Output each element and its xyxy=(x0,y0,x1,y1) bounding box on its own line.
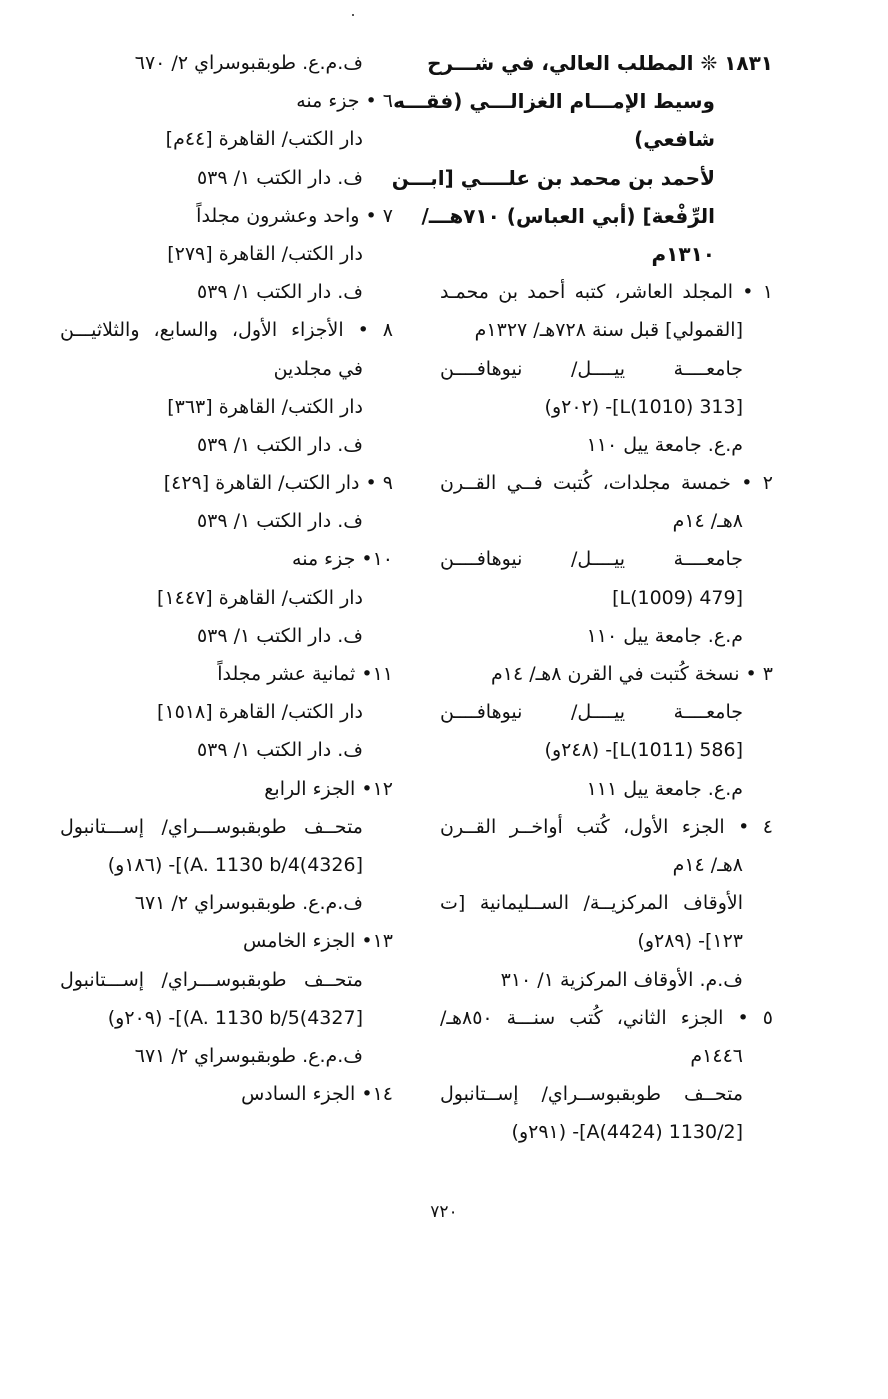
entry-author: الرِّفْعة] (أبي العباس) ٧١٠هـــ/ xyxy=(421,203,715,228)
copy-item: ٥ • الجزء الثاني، كُتب سنـــة ٨٥٠هـ/ xyxy=(440,1006,773,1029)
copy-item: ١ • المجلد العاشر، كتبه أحمد بن محمـد xyxy=(440,281,773,304)
copy-reference: ف.م.ع. طوبقبوسراي ٢/ ٦٧١ xyxy=(134,1044,363,1067)
copy-shelfmark: [1130/2 A(4424)]- (٢٩١و) xyxy=(511,1121,743,1144)
right-column xyxy=(391,44,773,1151)
copy-item: ٢ • خمسة مجلدات، كُتبت فــي القــرن xyxy=(440,472,773,495)
entry-author: لأحمد بن محمد بن علــــي [ابـــن xyxy=(391,165,715,190)
copy-item: ٦ • جزء منه xyxy=(296,90,393,113)
entry-title: وسيط الإمـــام الغزالـــي (فقـــه xyxy=(393,89,715,114)
copy-item: ٤ • الجزء الأول، كُتب أواخــر القــرن xyxy=(440,815,773,838)
page-number: ٧٢٠ xyxy=(430,1202,458,1222)
copy-reference: ف.م.ع. طوبقبوسراي ٢/ ٦٧٠ xyxy=(134,52,363,74)
copy-reference: م.ع. جامعة ييل ١١٠ xyxy=(586,624,743,647)
copy-reference: ف. دار الكتب ١/ ٥٣٩ xyxy=(196,166,363,189)
copy-reference: ف. دار الكتب ١/ ٥٣٩ xyxy=(196,281,363,304)
copy-item: ١٣• الجزء الخامس xyxy=(243,930,393,953)
copy-shelfmark: [313 L(1010)]- (٢٠٢و) xyxy=(544,395,743,418)
copy-reference: م.ع. جامعة ييل ١١٠ xyxy=(586,433,743,456)
copy-reference: ف. دار الكتب ١/ ٥٣٩ xyxy=(196,739,363,762)
copy-location: متحــف طوبقبوســراي/ إســتانبول xyxy=(440,1083,743,1106)
copy-location: دار الكتب/ القاهرة [١٤٤٧] xyxy=(157,586,363,609)
copy-reference: ف. دار الكتب ١/ ٥٣٩ xyxy=(196,433,363,456)
copy-location: دار الكتب/ القاهرة [٤٤م] xyxy=(165,128,363,151)
copy-item: ٩ • دار الكتب/ القاهرة [٤٢٩] xyxy=(163,472,393,495)
entry-author: ١٣١٠م xyxy=(651,241,715,266)
copy-line: ٨هـ/ ١٤م xyxy=(672,510,743,533)
copy-reference: ف.م. الأوقاف المركزية ١/ ٣١٠ xyxy=(500,968,743,991)
copy-location: متحــف طوبقبوســـراي/ إســـتانبول xyxy=(60,815,363,838)
copy-item: ١٤• الجزء السادس xyxy=(241,1083,393,1106)
copy-shelfmark: [586 L(1011)]- (٢٤٨و) xyxy=(544,739,743,762)
copy-shelfmark: ١٢٣]- (٢٨٩و) xyxy=(637,930,743,953)
copy-line: ٨هـ/ ١٤م xyxy=(672,853,743,876)
copy-location: جامعــــة ييــــل/ نيوهافــــن xyxy=(440,548,743,571)
copy-location: دار الكتب/ القاهرة [١٥١٨] xyxy=(157,701,363,724)
copy-location: دار الكتب/ القاهرة [٢٧٩] xyxy=(167,242,363,265)
copy-shelfmark: [4326)A. 1130 b/4)]- (١٨٦و) xyxy=(107,853,363,876)
copy-location: الأوقاف المركزيــة/ الســليمانية [ت xyxy=(440,892,743,915)
copy-item: ١٢• الجزء الرابع xyxy=(264,777,393,800)
left-column xyxy=(60,44,393,1113)
copy-line: في مجلدين xyxy=(273,357,363,380)
copy-location: دار الكتب/ القاهرة [٣٦٣] xyxy=(167,395,363,418)
scan-speck xyxy=(352,14,354,16)
copy-shelfmark: [4327)A. 1130 b/5)]- (٢٠٩و) xyxy=(107,1006,363,1029)
copy-item: ٣ • نسخة كُتبت في القرن ٨هـ/ ١٤م xyxy=(491,663,773,685)
copy-reference: ف. دار الكتب ١/ ٥٣٩ xyxy=(196,624,363,647)
copy-shelfmark: [479 L(1009)] xyxy=(612,586,743,609)
copy-reference: م.ع. جامعة ييل ١١١ xyxy=(586,777,743,800)
copy-item: ٧ • واحد وعشرون مجلداً xyxy=(196,204,393,227)
copy-location: جامعــــة ييــــل/ نيوهافــــن xyxy=(440,357,743,380)
copy-location: جامعــــة ييــــل/ نيوهافــــن xyxy=(440,701,743,724)
copy-item: ١١• ثمانية عشر مجلداً xyxy=(217,663,393,685)
copy-reference: ف.م.ع. طوبقبوسراي ٢/ ٦٧١ xyxy=(134,892,363,915)
copy-line: [القمولي] قبل سنة ٧٢٨هـ/ ١٣٢٧م xyxy=(474,319,743,342)
copy-item: ١٠• جزء منه xyxy=(292,548,393,571)
copy-location: متحــف طوبقبوســـراي/ إســـتانبول xyxy=(60,968,363,991)
entry-title: شافعي) xyxy=(634,127,715,152)
entry-title: ١٨٣١ ❊ المطلب العالي، في شـــرح xyxy=(427,51,773,75)
copy-reference: ف. دار الكتب ١/ ٥٣٩ xyxy=(196,510,363,533)
copy-item: ٨ • الأجزاء الأول، والسابع، والثلاثيـــن xyxy=(60,319,393,342)
copy-line: ١٤٤٦م xyxy=(690,1044,743,1067)
